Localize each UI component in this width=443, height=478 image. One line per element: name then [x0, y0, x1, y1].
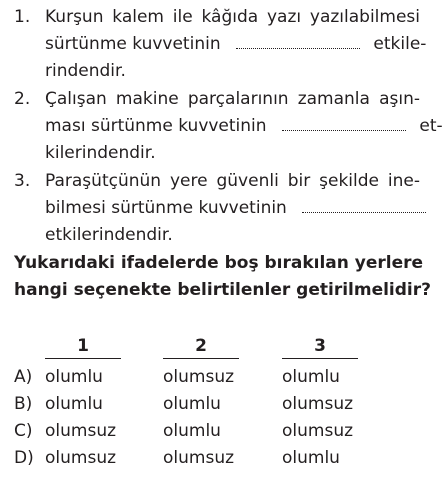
column-header-3: 3	[282, 336, 358, 359]
option-value-1: olumsuz	[45, 448, 117, 468]
statement-line	[45, 195, 420, 222]
statement-line	[45, 113, 443, 140]
option-value-1: olumlu	[45, 394, 103, 414]
statement-number: 2.	[14, 89, 31, 109]
fill-in-blank	[282, 113, 406, 131]
option-value-2: olumlu	[163, 394, 221, 414]
option-letter: D)	[14, 448, 34, 468]
option-value-3: olumsuz	[282, 394, 354, 414]
statement-text: etkile-	[373, 34, 427, 54]
option-letter: C)	[14, 421, 33, 441]
option-value-1: olumlu	[45, 367, 103, 387]
option-d[interactable]	[0, 445, 426, 472]
statement-line: Paraşütçünün yere güvenli bir şekilde ine-	[45, 171, 420, 191]
fill-in-blank	[302, 195, 426, 213]
option-letter: A)	[14, 367, 33, 387]
option-value-1: olumsuz	[45, 421, 117, 441]
column-header-1: 1	[45, 336, 121, 359]
option-a[interactable]	[0, 364, 426, 391]
statement-line: kilerindendir.	[45, 143, 156, 163]
question-prompt	[14, 250, 431, 304]
statement-line: Kurşun kalem ile kâğıda yazı yazılabilmesi	[45, 7, 420, 27]
statement-text: sürtünme kuvvetinin	[45, 34, 221, 54]
option-value-3: olumsuz	[282, 421, 354, 441]
option-value-3: olumlu	[282, 448, 340, 468]
question-line: hangi seçenekte belirtilenler getirilmelidir?	[14, 280, 431, 300]
statement-line	[45, 31, 427, 58]
option-value-2: olumsuz	[163, 448, 235, 468]
statement-text: ması sürtünme kuvvetinin	[45, 116, 267, 136]
statement-line: etkilerindendir.	[45, 225, 173, 245]
option-c[interactable]	[0, 418, 426, 445]
statement-number: 3.	[14, 171, 31, 191]
statement-text: et-	[419, 116, 443, 136]
option-letter: B)	[14, 394, 33, 414]
option-b[interactable]	[0, 391, 426, 418]
fill-in-blank	[236, 31, 360, 49]
statement-line: rindendir.	[45, 61, 126, 81]
statement-number: 1.	[14, 7, 31, 27]
question-line: Yukarıdaki ifadelerde boş bırakılan yerlere	[14, 253, 424, 273]
statement-text: bilmesi sürtünme kuvvetinin	[45, 198, 287, 218]
option-value-2: olumlu	[163, 421, 221, 441]
statement-line: Çalışan makine parçalarının zamanla aşın-	[45, 89, 420, 109]
column-header-2: 2	[163, 336, 239, 359]
option-value-2: olumsuz	[163, 367, 235, 387]
option-value-3: olumlu	[282, 367, 340, 387]
